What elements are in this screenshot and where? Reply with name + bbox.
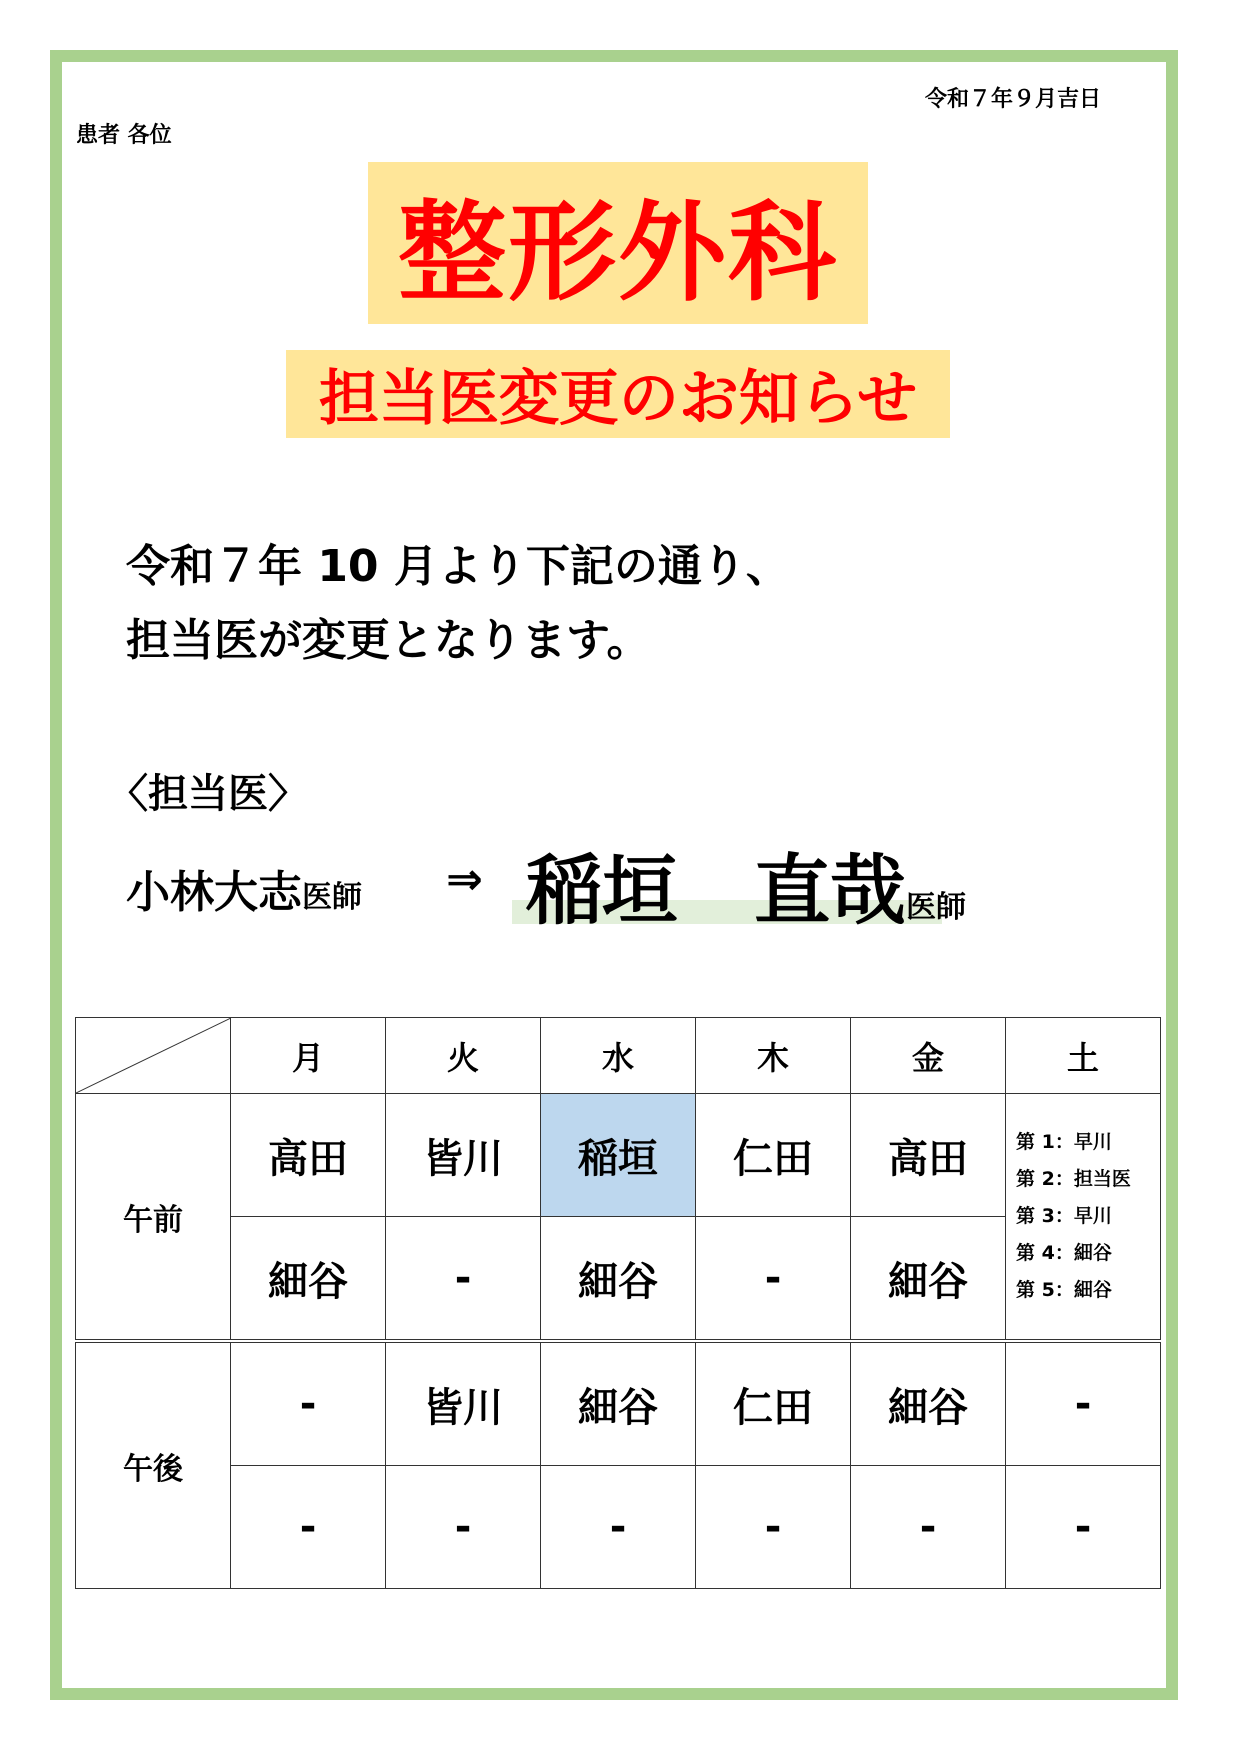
department-title: 整形外科 [368,162,868,324]
section-label: 〈担当医〉 [108,771,308,817]
issue-date: 令和７年９月吉日 [924,87,1101,112]
schedule-cell: - [696,1217,851,1342]
am-label: 午前 [76,1094,231,1342]
day-header: 月 [231,1018,386,1094]
day-header: 土 [1006,1018,1161,1094]
schedule-cell: - [696,1466,851,1589]
saturday-week: 第 5：細谷 [1016,1279,1112,1301]
old-doctor-name: 小林大志 [126,867,302,918]
schedule-table [75,1017,1161,1589]
schedule-cell: 高田 [851,1094,1006,1217]
saturday-am-cell [1006,1094,1161,1342]
header-row [76,1018,1161,1094]
schedule-cell: 細谷 [541,1341,696,1466]
schedule-cell: 皆川 [386,1341,541,1466]
saturday-week: 第 3：早川 [1016,1205,1112,1227]
intro-text [126,530,790,678]
day-header: 木 [696,1018,851,1094]
saturday-week: 第 1：早川 [1016,1131,1112,1153]
saturday-week: 第 2：担当医 [1016,1168,1131,1190]
schedule-cell: - [1006,1466,1161,1589]
schedule-cell: 細谷 [851,1341,1006,1466]
old-doctor-suffix: 医師 [302,880,362,915]
old-doctor [126,856,362,920]
recipient: 患者 各位 [76,123,172,148]
am-row-1 [76,1094,1161,1217]
schedule-cell: - [386,1217,541,1342]
schedule-cell: - [231,1341,386,1466]
pm-row-1 [76,1341,1161,1466]
diagonal-line [76,1018,231,1093]
schedule-cell: 高田 [231,1094,386,1217]
schedule-cell: - [541,1466,696,1589]
new-doctor [526,830,966,939]
day-header: 金 [851,1018,1006,1094]
schedule-cell: - [851,1466,1006,1589]
saturday-week: 第 4：細谷 [1016,1242,1112,1264]
schedule-cell: 細谷 [541,1217,696,1342]
pm-row-2 [76,1466,1161,1589]
schedule-cell: 細谷 [851,1217,1006,1342]
schedule-cell: 細谷 [231,1217,386,1342]
corner-cell [76,1018,231,1094]
schedule-cell: - [1006,1341,1161,1466]
schedule-cell: - [386,1466,541,1589]
schedule-cell: 皆川 [386,1094,541,1217]
intro-line-1: 令和７年 10 月より下記の通り、 [126,541,790,592]
arrow-icon: ⇒ [446,854,483,905]
doctor-change [126,830,976,935]
intro-line-2: 担当医が変更となります。 [126,615,651,666]
schedule-cell: 仁田 [696,1341,851,1466]
schedule-cell: - [231,1466,386,1589]
new-doctor-name: 稲垣 直哉 [526,846,906,935]
am-row-2 [76,1217,1161,1342]
new-doctor-suffix: 医師 [906,890,966,925]
schedule-cell-highlighted: 稲垣 [541,1094,696,1217]
pm-label: 午後 [76,1341,231,1589]
day-header: 水 [541,1018,696,1094]
schedule-cell: 仁田 [696,1094,851,1217]
day-header: 火 [386,1018,541,1094]
notice-subtitle: 担当医変更のお知らせ [286,350,950,438]
